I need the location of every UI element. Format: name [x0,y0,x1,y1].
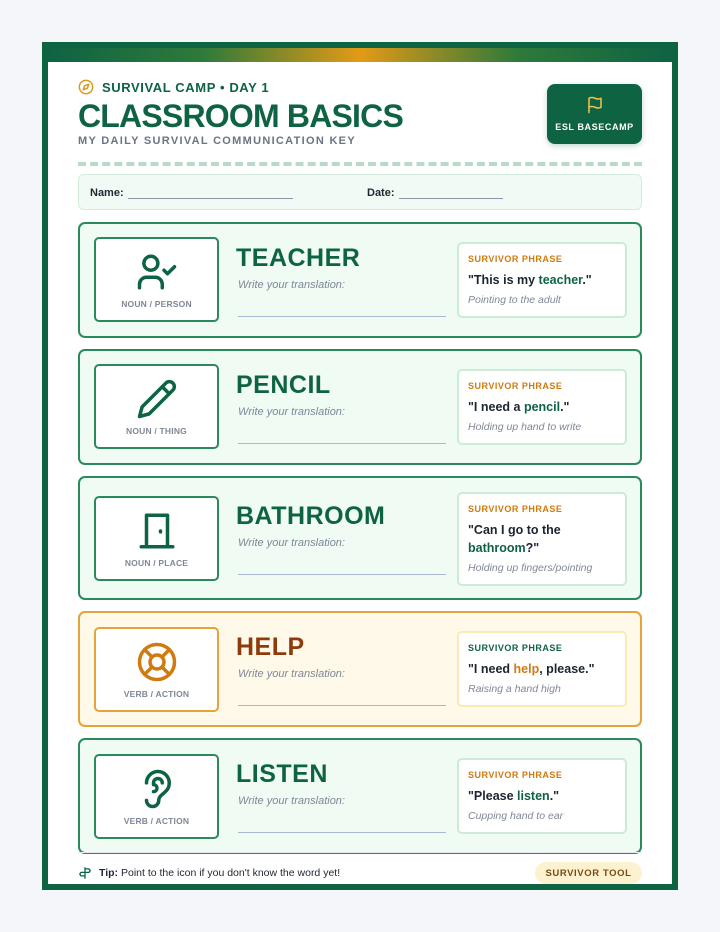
phrase-end: ." [549,789,560,803]
word-category: VERB / ACTION [123,688,190,699]
tip-label: Tip: [99,867,119,879]
esl-basecamp-badge [547,84,642,144]
phrase-label: SURVIVOR PHRASE [468,254,563,264]
worksheet [42,42,678,890]
phrase-gesture-note: Holding up fingers/pointing [468,562,593,574]
translation-prompt: Write your translation: [238,537,345,549]
date-label: Date: [367,187,395,199]
survivor-phrase-box [457,631,627,707]
vocab-card-teacher [78,222,642,338]
phrase-end: ." [560,400,570,414]
phrase-label: SURVIVOR PHRASE [468,504,563,514]
survivor-phrase-box [457,492,627,586]
icon-box [94,496,219,581]
phrase-start: "Can I go to the [468,523,561,537]
eyebrow [78,79,269,95]
translation-line[interactable] [238,574,446,575]
life-buoy-icon [136,641,178,683]
footer-tip [78,866,340,880]
phrase-gesture-note: Cupping hand to ear [468,810,564,822]
tip-content [99,867,340,879]
phrase-gesture-note: Holding up hand to write [468,421,582,433]
phrase-gesture-note: Pointing to the adult [468,294,561,306]
survivor-phrase-box [457,369,627,445]
vocab-word: LISTEN [236,760,328,788]
word-category: VERB / ACTION [123,815,190,826]
name-label: Name: [90,187,124,199]
translation-prompt: Write your translation: [238,406,345,418]
phrase-keyword: bathroom [468,541,526,555]
phrase-start: "I need [468,662,514,676]
phrase-end: ?" [525,541,540,555]
phrase-gesture-note: Raising a hand high [468,683,561,695]
survivor-phrase-box [457,242,627,318]
phrase-keyword: teacher [538,273,583,287]
phrase-text [468,271,616,289]
phrase-end: ." [582,273,592,287]
phrase-keyword: help [513,662,540,676]
name-date-bar [78,174,642,210]
door-icon [136,510,178,552]
badge-label: ESL BASECAMP [555,122,634,132]
icon-box [94,237,219,322]
phrase-text [468,521,616,557]
page-title: CLASSROOM BASICS [78,98,403,134]
page-subtitle: MY DAILY SURVIVAL COMMUNICATION KEY [78,135,356,147]
icon-box [94,627,219,712]
vocab-card-help [78,611,642,727]
translation-prompt: Write your translation: [238,279,345,291]
phrase-text [468,398,616,416]
phrase-text [468,787,616,805]
icon-box [94,754,219,839]
translation-line[interactable] [238,316,446,317]
translation-prompt: Write your translation: [238,795,345,807]
translation-line[interactable] [238,443,446,444]
top-gradient-bar [48,48,672,62]
word-category: NOUN / PLACE [124,557,189,568]
phrase-start: "I need a [468,400,524,414]
translation-line[interactable] [238,832,446,833]
signpost-icon [78,866,92,880]
footer-divider [78,852,642,853]
vocab-word: BATHROOM [236,502,386,530]
eyebrow-text: SURVIVAL CAMP • DAY 1 [102,79,270,95]
phrase-keyword: listen [517,789,550,803]
name-blank[interactable] [128,190,293,199]
phrase-label: SURVIVOR PHRASE [468,770,563,780]
user-check-icon [136,251,178,293]
icon-box [94,364,219,449]
date-blank[interactable] [399,190,503,199]
ear-icon [136,768,178,810]
vocab-word: PENCIL [236,371,331,399]
name-field[interactable] [90,187,293,199]
phrase-end: , please." [539,662,595,676]
vocab-card-listen [78,738,642,854]
phrase-keyword: pencil [523,400,561,414]
survivor-tool-pill: SURVIVOR TOOL [535,862,642,884]
phrase-label: SURVIVOR PHRASE [468,381,563,391]
phrase-label: SURVIVOR PHRASE [468,643,563,653]
vocab-card-bathroom [78,476,642,600]
word-category: NOUN / THING [126,425,187,436]
vocab-word: TEACHER [236,244,361,272]
translation-prompt: Write your translation: [238,668,345,680]
flag-icon [586,96,604,114]
date-field[interactable] [367,187,503,199]
tip-text: Point to the icon if you don't know the word yet! [120,867,341,879]
survivor-phrase-box [457,758,627,834]
translation-line[interactable] [238,705,446,706]
pencil-icon [136,378,178,420]
vocab-word: HELP [236,633,305,661]
phrase-text [468,660,616,678]
phrase-start: "This is my [468,273,539,287]
vocab-card-pencil [78,349,642,465]
compass-icon [78,79,94,95]
dashed-divider [78,162,642,166]
word-category: NOUN / PERSON [121,298,192,309]
phrase-start: "Please [468,789,518,803]
